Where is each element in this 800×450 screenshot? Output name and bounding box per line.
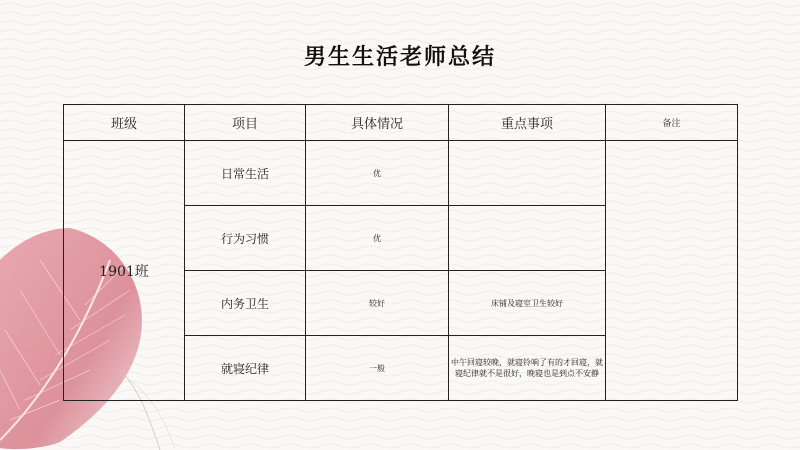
header-key-points: 重点事项 <box>449 105 606 141</box>
status-cell: 优 <box>306 141 449 206</box>
item-cell: 日常生活 <box>185 141 306 206</box>
status-cell: 较好 <box>306 271 449 336</box>
header-class: 班级 <box>64 105 185 141</box>
page-title: 男生生活老师总结 <box>303 44 496 70</box>
item-cell: 就寝纪律 <box>185 336 306 401</box>
header-remarks: 备注 <box>606 105 738 141</box>
key-points-cell <box>449 141 606 206</box>
item-cell: 行为习惯 <box>185 206 306 271</box>
key-points-cell <box>449 206 606 271</box>
header-status: 具体情况 <box>306 105 449 141</box>
summary-table <box>63 104 738 401</box>
key-points-cell: 床铺及寝室卫生较好 <box>449 271 606 336</box>
key-points-cell: 中午回寝较晚，就寝铃响了有的才回寝，就寝纪律就不是很好，晚寝也是到点不安静 <box>449 336 606 401</box>
status-cell: 一般 <box>306 336 449 401</box>
item-cell: 内务卫生 <box>185 271 306 336</box>
header-item: 项目 <box>185 105 306 141</box>
status-cell: 优 <box>306 206 449 271</box>
table-row <box>64 141 738 206</box>
class-name-cell: 1901班 <box>64 141 185 401</box>
remarks-cell <box>606 141 738 401</box>
table-header-row <box>64 105 738 141</box>
